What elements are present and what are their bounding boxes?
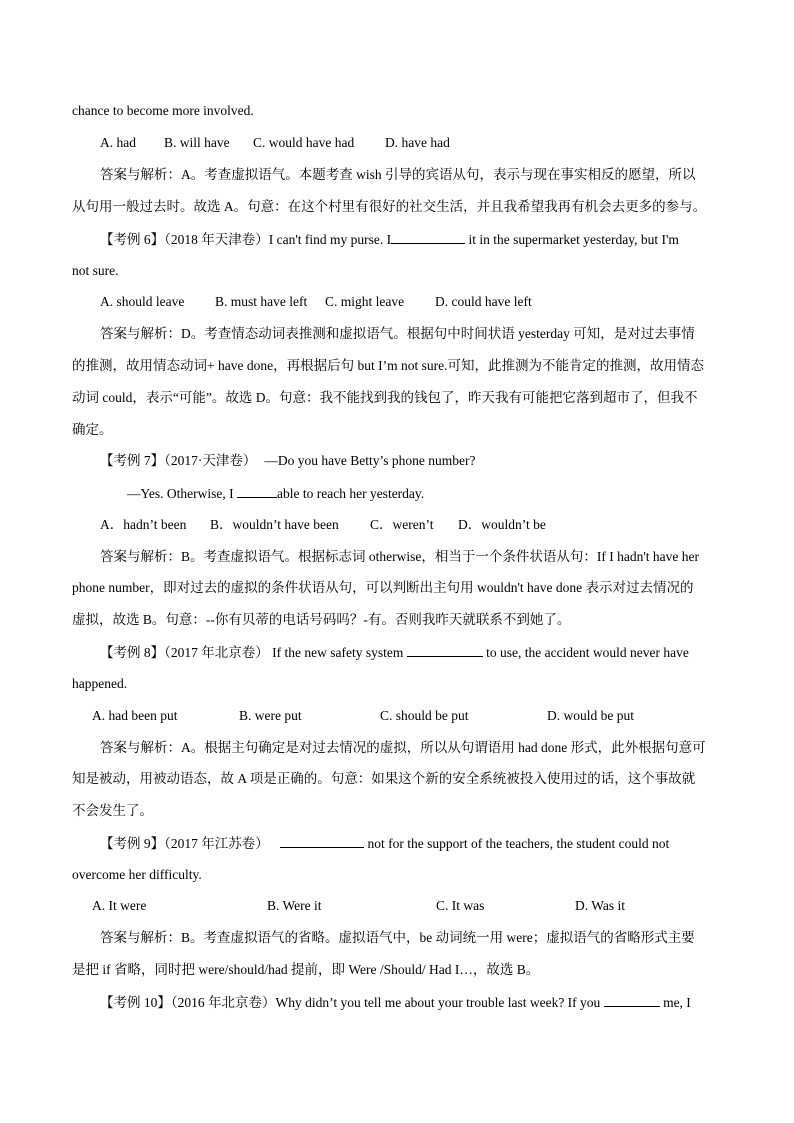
options-example-7 bbox=[100, 515, 724, 535]
answer-line: phone number，即对过去的虚拟的条件状语从句，可以判断出主句用 wouldn't have done 表示对过去情况的 bbox=[72, 580, 694, 595]
answer-line: 答案与解析：B。考查虚拟语气的省略。虚拟语气中，be 动词统一用 were；虚拟语气的省略形式主要 bbox=[100, 930, 695, 945]
option-a: A. It were bbox=[92, 898, 147, 913]
options-example-5 bbox=[100, 133, 724, 153]
example-tag: 【考例 10】 bbox=[100, 995, 171, 1010]
question-example-7 bbox=[100, 451, 724, 471]
answer-blank bbox=[604, 992, 660, 1007]
text-line: happened. bbox=[72, 676, 128, 691]
option-c: C. It was bbox=[436, 898, 485, 913]
option-d: D. could have left bbox=[435, 294, 532, 309]
option-c: C．weren’t bbox=[370, 517, 434, 532]
answer-line: 答案与解析：A。考查虚拟语气。本题考查 wish 引导的宾语从句，表示与现在事实相反的愿望，所以 bbox=[100, 167, 696, 182]
example-tag: 【考例 7】 bbox=[100, 453, 165, 468]
options-example-9 bbox=[92, 896, 744, 916]
answer-blank bbox=[280, 833, 364, 848]
option-b: B．wouldn’t have been bbox=[210, 517, 339, 532]
option-d: D. have had bbox=[385, 135, 450, 150]
answer-line: 答案与解析：B。考查虚拟语气。根据标志词 otherwise，相当于一个条件状语从句：If I hadn't have her bbox=[100, 549, 699, 564]
option-d: D. would be put bbox=[547, 708, 634, 723]
question-text: to use, the accident would never have bbox=[486, 645, 689, 660]
text-line: chance to become more involved. bbox=[72, 103, 254, 118]
answer-line: 动词 could，表示“可能”。故选 D。句意：我不能找到我的钱包了，昨天我有可能把它落到超市了，但我不 bbox=[72, 390, 698, 405]
answer-line: 知是被动，用被动语态，故 A 项是正确的。句意：如果这个新的安全系统被投入使用过的话，这个事故就 bbox=[72, 771, 696, 786]
answer-line: 从句用一般过去时。故选 A。句意：在这个村里有很好的社交生活，并且我希望我再有机会去更多的参与。 bbox=[72, 199, 707, 214]
options-example-8 bbox=[92, 706, 744, 726]
example-tag: 【考例 8】 bbox=[100, 645, 165, 660]
option-a: A. should leave bbox=[100, 294, 185, 309]
answer-line: 的推测，故用情态动词+ have done，再根据后句 but I’m not sure.可知，此推测为不能肯定的推测，故用情态 bbox=[72, 358, 704, 373]
question-example-9 bbox=[100, 833, 724, 854]
example-source: （2017 年江苏卷） bbox=[164, 836, 269, 851]
options-example-6 bbox=[100, 292, 724, 312]
question-example-8 bbox=[100, 642, 724, 663]
answer-blank bbox=[237, 483, 277, 498]
question-text: —Do you have Betty’s phone number? bbox=[264, 453, 476, 468]
option-d: D．wouldn’t be bbox=[458, 517, 546, 532]
question-example-7-line2 bbox=[127, 483, 779, 504]
question-example-6 bbox=[100, 229, 724, 250]
question-text: it in the supermarket yesterday, but I'm bbox=[468, 232, 679, 247]
option-d: D. Was it bbox=[575, 898, 626, 913]
answer-blank bbox=[407, 642, 483, 657]
answer-line: 答案与解析：A。根据主句确定是对过去情况的虚拟，所以从句谓语用 had done 形式，此外根据句意可 bbox=[100, 740, 706, 755]
example-source: （2017 年北京卷） bbox=[164, 645, 269, 660]
option-b: B. were put bbox=[239, 708, 302, 723]
text-line: overcome her difficulty. bbox=[72, 867, 202, 882]
option-c: C. should be put bbox=[380, 708, 469, 723]
example-source: （2017·天津卷） bbox=[164, 453, 257, 468]
option-b: B. Were it bbox=[267, 898, 322, 913]
option-b: B. must have left bbox=[215, 294, 308, 309]
answer-line: 确定。 bbox=[72, 422, 113, 437]
option-b: B. will have bbox=[164, 135, 230, 150]
question-example-10 bbox=[100, 992, 724, 1013]
option-c: C. would have had bbox=[253, 135, 355, 150]
example-source: （2018 年天津卷） bbox=[164, 232, 269, 247]
example-source: （2016 年北京卷） bbox=[170, 995, 276, 1010]
option-a: A. had bbox=[100, 135, 136, 150]
question-text: If the new safety system bbox=[272, 645, 404, 660]
answer-line: 答案与解析：D。考查情态动词表推测和虚拟语气。根据句中时间状语 yesterday 可知，是对过去事情 bbox=[100, 326, 695, 341]
answer-line: 不会发生了。 bbox=[72, 803, 153, 818]
example-tag: 【考例 6】 bbox=[100, 232, 165, 247]
question-text: not for the support of the teachers, the student could not bbox=[367, 836, 670, 851]
example-tag: 【考例 9】 bbox=[100, 836, 165, 851]
question-text: Why didn’t you tell me about your trouble last week? If you bbox=[275, 995, 601, 1010]
option-c: C. might leave bbox=[325, 294, 405, 309]
question-text: I can't find my purse. I bbox=[268, 232, 392, 247]
option-a: A. had been put bbox=[92, 708, 178, 723]
question-text: —Yes. Otherwise, I bbox=[127, 486, 234, 501]
question-text: me, I bbox=[663, 995, 691, 1010]
text-line: not sure. bbox=[72, 263, 119, 278]
answer-line: 虚拟，故选 B。句意：--你有贝蒂的电话号码吗？-有。否则我昨天就联系不到她了。 bbox=[72, 612, 571, 627]
answer-line: 是把 if 省略，同时把 were/should/had 提前，即 Were /Should/ Had I…，故选 B。 bbox=[72, 962, 540, 977]
answer-blank bbox=[391, 229, 465, 244]
question-text: able to reach her yesterday. bbox=[277, 486, 425, 501]
option-a: A．hadn’t been bbox=[100, 517, 187, 532]
